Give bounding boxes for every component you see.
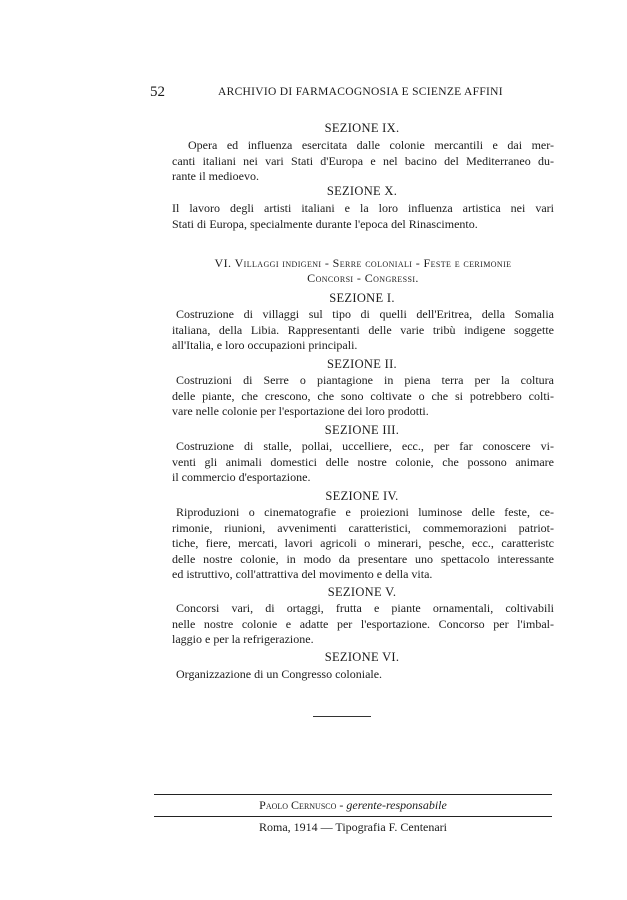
part-title-line: VI. Villaggi indigeni - Serre coloniali - Feste e cerimonie <box>214 256 512 270</box>
section-heading: SEZIONE IV. <box>325 489 399 503</box>
text-line: delle nostre colonie, in modo da presentare uno spettacolo interessante <box>172 551 554 566</box>
text-line: Concorsi vari, di ortaggi, frutta e piante ornamentali, coltivabili <box>176 601 554 615</box>
text-line: Costruzioni di Serre o piantagione in piena terra per la coltura <box>176 373 554 387</box>
part-title-line: Concorsi - Congressi. <box>307 271 419 285</box>
text-line: rimonie, riunioni, avvenimenti caratteristici, commemorazioni patriot- <box>172 520 554 535</box>
footer-imprint: Roma, 1914 — Tipografia F. Centenari <box>258 820 448 834</box>
text-line: delle piante, che crescono, che sono coltivate o che si potrebbero colti- <box>172 388 554 403</box>
section-paragraph <box>172 138 554 185</box>
manager-separator: - <box>336 798 347 812</box>
text-line: Organizzazione di un Congresso coloniale. <box>176 667 383 681</box>
section-heading: SEZIONE X. <box>326 184 398 198</box>
text-line: ed istruttivo, coll'attrattiva del movimento e della vita. <box>172 567 433 581</box>
text-line: italiana, della Libia. Rappresentanti delle varie tribù indigene soggette <box>172 322 554 337</box>
text-line: Riproduzioni o cinematografie e proiezioni luminose delle feste, ce- <box>176 505 554 519</box>
separator-rule <box>313 716 371 717</box>
section-heading: SEZIONE I. <box>329 291 395 305</box>
section-paragraph <box>172 307 554 354</box>
section-heading: SEZIONE III. <box>324 423 400 437</box>
footer-rule-top <box>154 794 552 795</box>
text-line: Stati di Europa, specialmente durante l'epoca del Rinascimento. <box>172 216 478 231</box>
section-paragraph <box>172 201 554 232</box>
section-paragraph <box>172 373 554 420</box>
section-paragraph <box>172 505 554 583</box>
section-heading: SEZIONE II. <box>327 357 397 371</box>
section-paragraph <box>172 439 554 486</box>
page-number: 52 <box>150 84 165 100</box>
footer-rule-bottom <box>154 816 552 817</box>
text-line: Opera ed influenza esercitata dalle colonie mercantili e dai mer- <box>188 138 554 152</box>
running-title: ARCHIVIO DI FARMACOGNOSIA E SCIENZE AFFINI <box>218 86 503 98</box>
text-line: tiche, fiere, mercati, lavori agricoli o minerari, pesche, ecc., caratteristc <box>172 536 554 550</box>
text-line: vare nelle colonie per l'esportazione dei loro prodotti. <box>172 404 429 418</box>
text-line: Il lavoro degli artisti italiani e la loro influenza artistica nei vari <box>172 201 554 215</box>
text-line: all'Italia, e loro occupazioni principali. <box>172 338 358 352</box>
manager-name: Paolo Cernusco <box>259 798 337 812</box>
text-line: Costruzione di stalle, pollai, uccelliere, ecc., per far conoscere vi- <box>176 439 554 453</box>
manager-role: gerente-responsabile <box>346 798 447 812</box>
section-paragraph <box>172 601 554 648</box>
text-line: il commercio d'esportazione. <box>172 470 311 484</box>
section-paragraph <box>172 667 554 683</box>
section-heading: SEZIONE V. <box>327 585 397 599</box>
part-title <box>172 256 554 286</box>
text-line: nelle nostre colonie e adatte per l'esportazione. Concorso per l'imbal- <box>172 616 554 631</box>
text-line: canti italiani nei vari Stati d'Europa e nel bacino del Mediterraneo du- <box>172 153 554 168</box>
text-line: Costruzione di villaggi sul tipo di quelli dell'Eritrea, della Somalia <box>176 307 554 321</box>
footer-manager <box>154 798 552 813</box>
text-line: laggio e per la refrigerazione. <box>172 632 314 646</box>
section-heading: SEZIONE VI. <box>324 650 400 664</box>
page-header <box>150 84 552 104</box>
section-heading: SEZIONE IX. <box>324 121 400 135</box>
text-line: venti gli animali domestici delle nostre colonie, che possono animare <box>172 454 554 469</box>
text-line: rante il medioevo. <box>172 169 259 183</box>
